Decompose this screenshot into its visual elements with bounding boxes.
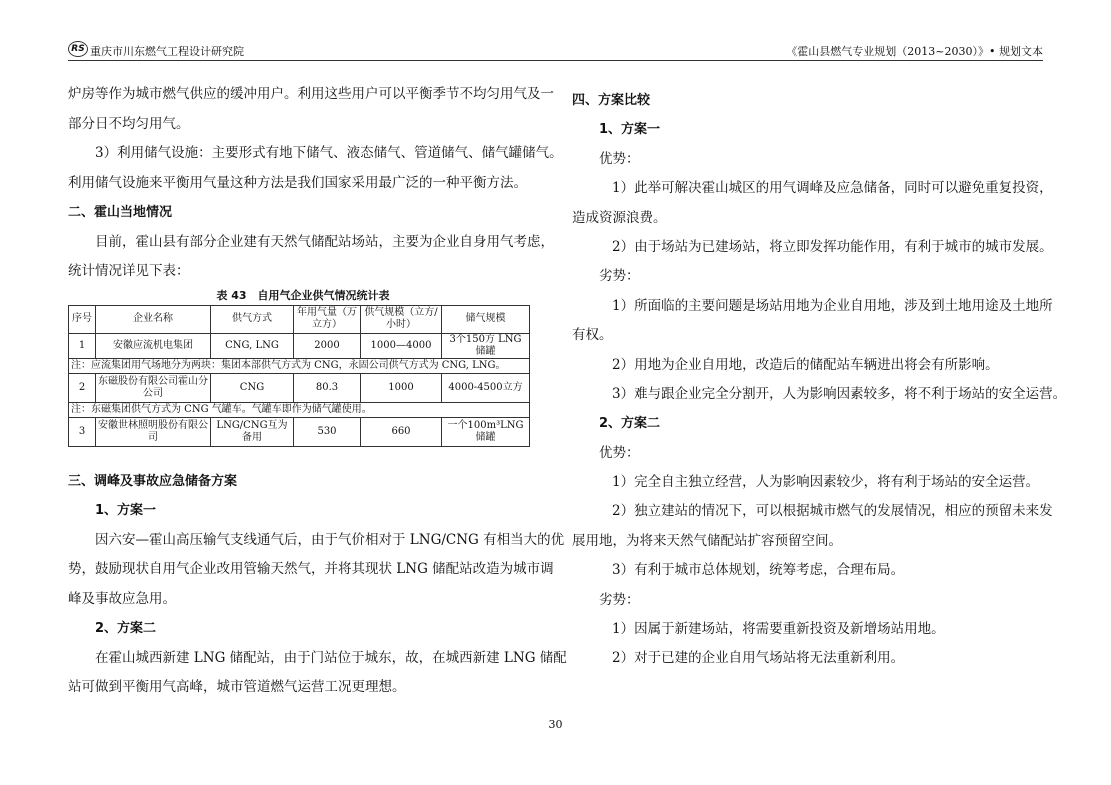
list-item: 1）所面临的主要问题是场站用地为企业自用地，涉及到土地用途及土地所 (612, 297, 1053, 314)
table-cell: 80.3 (294, 373, 361, 402)
paragraph-line: 在霍山城西新建 LNG 储配站，由于门站位于城东，故，在城西新建 LNG 储配 (95, 649, 567, 666)
header-cell: 供气方式 (211, 305, 294, 333)
table-cell: 1 (69, 333, 96, 358)
table-note-row (69, 358, 530, 373)
table-cell: 530 (294, 417, 361, 446)
table-cell: LNG/CNG互为备用 (211, 417, 294, 446)
paragraph-line: 目前，霍山县有部分企业建有天然气储配站场站，主要为企业自身用气考虑， (95, 233, 554, 250)
table-note-row (69, 402, 530, 417)
list-item: 2）对于已建的企业自用气场站将无法重新利用。 (612, 650, 905, 667)
header-document-title: 《霍山县燃气专业规划（2013~2030）》• 规划文本 (786, 45, 1043, 58)
table-cell: 660 (361, 417, 442, 446)
page-number: 30 (548, 718, 563, 731)
table-cell: 1000—4000 (361, 333, 442, 358)
table-cell: CNG, LNG (211, 333, 294, 358)
header-cell: 企业名称 (96, 305, 211, 333)
list-item: 3）有利于城市总体规划，统筹考虑，合理布局。 (612, 562, 905, 579)
list-item: 2）用地为企业自用地，改造后的储配站车辆进出将会有所影响。 (612, 356, 999, 373)
table-cell: 2000 (294, 333, 361, 358)
list-item: 1）此举可解决霍山城区的用气调峰及应急储备，同时可以避免重复投资， (612, 180, 1053, 197)
subsection-heading: 2、方案二 (95, 621, 157, 636)
subsection-heading: 2、方案二 (599, 416, 661, 432)
paragraph-line: 峰及事故应急用。 (68, 590, 176, 607)
disadvantage-label: 劣势： (599, 591, 640, 608)
table-cell: 1000 (361, 373, 442, 402)
table-cell: 3 (69, 417, 96, 446)
list-item: 1）完全自主独立经营，人为影响因素较少，将有利于场站的安全运营。 (612, 474, 1040, 491)
left-column (68, 80, 567, 703)
list-item: 展用地，为将来天然气储配站扩容预留空间。 (572, 532, 842, 549)
table-caption: 表 43 自用气企业供气情况统计表 (216, 288, 390, 302)
table-cell: 安徽应流机电集团 (96, 333, 211, 358)
table-cell: 2 (69, 373, 96, 402)
section-heading: 四、方案比较 (572, 93, 651, 108)
header-cell: 储气规模 (442, 305, 530, 333)
header-cell: 年用气量（万立方） (294, 305, 361, 333)
list-item: 1）因属于新建场站，将需要重新投资及新增场站用地。 (612, 621, 945, 638)
table-cell: 安徽世林照明股份有限公司 (96, 417, 211, 446)
header-cell: 供气规模（立方/小时） (361, 305, 442, 333)
header-cell: 序号 (69, 305, 96, 333)
table-cell: CNG (211, 373, 294, 402)
section-heading: 三、调峰及事故应急储备方案 (68, 473, 238, 489)
table-note: 注：东磁集团供气方式为 CNG 气罐车。气罐车即作为储气罐使用。 (69, 402, 530, 417)
company-logo: RS (68, 41, 88, 57)
table-cell: 4000-4500立方 (442, 373, 530, 402)
table-note: 注：应流集团用气场地分为两块：集团本部供气方式为 CNG，永固公司供气方式为 CNG, LNG。 (69, 358, 530, 373)
paragraph-line: 3）利用储气设施：主要形式有地下储气、液态储气、管道储气、储气罐储气。 (95, 145, 563, 161)
paragraph-line: 势，鼓励现状自用气企业改用管输天然气，并将其现状 LNG 储配站改造为城市调 (68, 561, 554, 577)
paragraph-line: 站可做到平衡用气高峰，城市管道燃气运营工况更理想。 (68, 679, 406, 695)
paragraph-line: 利用储气设施来平衡用气量这种方法是我们国家采用最广泛的一种平衡方法。 (68, 174, 527, 191)
list-item: 2）独立建站的情况下，可以根据城市燃气的发展情况，相应的预留未来发 (612, 503, 1053, 520)
header-organization: 重庆市川东燃气工程设计研究院 (90, 45, 244, 58)
paragraph-line: 因六安—霍山高压输气支线通气后，由于气价相对于 LNG/CNG 有相当大的优 (95, 531, 565, 548)
paragraph-line: 炉房等作为城市燃气供应的缓冲用户。利用这些用户可以平衡季节不均匀用气及一 (68, 86, 554, 102)
disadvantage-label: 劣势： (599, 268, 640, 285)
table-cell: 一个100m³LNG 储罐 (442, 417, 530, 446)
section-heading: 二、霍山当地情况 (68, 205, 173, 220)
right-column (572, 86, 1067, 674)
list-item: 2）由于场站为已建场站，将立即发挥功能作用，有利于城市的城市发展。 (612, 238, 1053, 255)
table-cell: 3个150方 LNG 储罐 (442, 333, 530, 358)
list-item: 3）难与跟企业完全分割开，人为影响因素较多，将不利于场站的安全运营。 (612, 385, 1067, 402)
table-row (69, 417, 530, 446)
paragraph-line: 部分日不均匀用气。 (68, 115, 190, 132)
table-cell: 东磁股份有限公司霍山分公司 (96, 373, 211, 402)
list-item: 造成资源浪费。 (572, 209, 667, 226)
subsection-heading: 1、方案一 (95, 503, 157, 518)
gas-supply-table (68, 305, 530, 447)
table-row (69, 373, 530, 402)
page-header (68, 42, 1043, 61)
advantage-label: 优势： (599, 444, 640, 461)
paragraph-line: 统计情况详见下表： (68, 263, 190, 279)
list-item: 有权。 (572, 327, 613, 344)
subsection-heading: 1、方案一 (599, 122, 661, 138)
advantage-label: 优势： (599, 150, 640, 167)
table-header-row (69, 305, 530, 333)
table-row (69, 333, 530, 358)
